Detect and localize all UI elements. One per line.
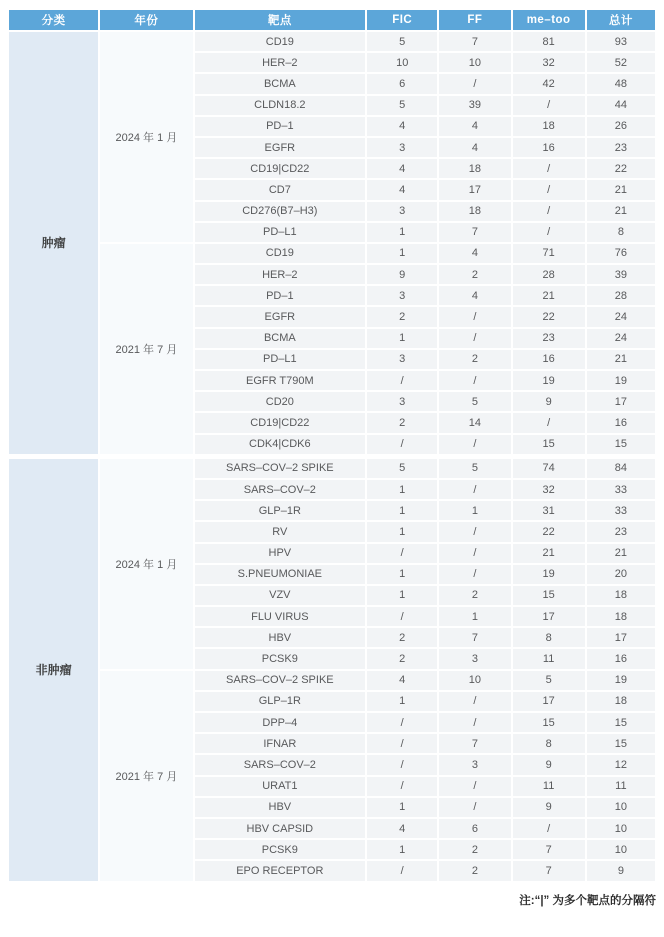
metoo-cell: 9	[513, 798, 585, 817]
ff-cell: 18	[439, 202, 510, 221]
target-cell: PD–L1	[195, 223, 366, 242]
total-cell: 76	[587, 244, 655, 263]
ff-cell: 3	[439, 755, 510, 774]
metoo-cell: 9	[513, 755, 585, 774]
metoo-cell: /	[513, 180, 585, 199]
fic-cell: 5	[367, 96, 437, 115]
fic-cell: 1	[367, 522, 437, 541]
target-cell: SARS–COV–2 SPIKE	[195, 459, 366, 478]
col-header-fic: FIC	[367, 10, 437, 30]
col-header-total: 总计	[587, 10, 655, 30]
table-body	[9, 32, 655, 881]
fic-cell: 3	[367, 138, 437, 157]
target-cell: S.PNEUMONIAE	[195, 565, 366, 584]
col-header-target: 靶点	[195, 10, 366, 30]
target-cell: HER–2	[195, 53, 366, 72]
total-cell: 10	[587, 798, 655, 817]
fic-cell: 1	[367, 586, 437, 605]
total-cell: 21	[587, 350, 655, 369]
total-cell: 33	[587, 480, 655, 499]
ff-cell: 4	[439, 117, 510, 136]
fic-cell: 2	[367, 307, 437, 326]
table-row	[9, 459, 655, 478]
fic-cell: /	[367, 755, 437, 774]
target-cell: BCMA	[195, 329, 366, 348]
table-header	[9, 10, 655, 30]
total-cell: 22	[587, 159, 655, 178]
target-cell: BCMA	[195, 74, 366, 93]
metoo-cell: 32	[513, 480, 585, 499]
total-cell: 18	[587, 586, 655, 605]
total-cell: 48	[587, 74, 655, 93]
total-cell: 18	[587, 692, 655, 711]
fic-cell: 1	[367, 223, 437, 242]
metoo-cell: 28	[513, 265, 585, 284]
target-cell: PCSK9	[195, 649, 366, 668]
metoo-cell: 15	[513, 713, 585, 732]
metoo-cell: 18	[513, 117, 585, 136]
ff-cell: 4	[439, 244, 510, 263]
total-cell: 16	[587, 649, 655, 668]
section-divider	[9, 456, 655, 457]
metoo-cell: 22	[513, 522, 585, 541]
target-cell: IFNAR	[195, 734, 366, 753]
total-cell: 24	[587, 307, 655, 326]
ff-cell: /	[439, 798, 510, 817]
target-cell: PD–1	[195, 286, 366, 305]
total-cell: 15	[587, 734, 655, 753]
ff-cell: 7	[439, 32, 510, 51]
total-cell: 15	[587, 713, 655, 732]
metoo-cell: 16	[513, 138, 585, 157]
metoo-cell: 32	[513, 53, 585, 72]
fic-cell: /	[367, 861, 437, 880]
total-cell: 23	[587, 138, 655, 157]
fic-cell: 4	[367, 180, 437, 199]
fic-cell: 1	[367, 480, 437, 499]
metoo-cell: 22	[513, 307, 585, 326]
total-cell: 15	[587, 435, 655, 454]
fic-cell: 4	[367, 117, 437, 136]
total-cell: 84	[587, 459, 655, 478]
ff-cell: /	[439, 565, 510, 584]
ff-cell: 2	[439, 350, 510, 369]
metoo-cell: 42	[513, 74, 585, 93]
target-cell: CD19|CD22	[195, 413, 366, 432]
ff-cell: 5	[439, 392, 510, 411]
target-cell: CLDN18.2	[195, 96, 366, 115]
table-row	[9, 32, 655, 51]
target-cell: EGFR T790M	[195, 371, 366, 390]
fic-cell: 5	[367, 459, 437, 478]
ff-cell: 14	[439, 413, 510, 432]
ff-cell: 4	[439, 286, 510, 305]
target-cell: CD19|CD22	[195, 159, 366, 178]
target-cell: GLP–1R	[195, 501, 366, 520]
fic-cell: /	[367, 713, 437, 732]
ff-cell: 7	[439, 734, 510, 753]
total-cell: 9	[587, 861, 655, 880]
fic-cell: /	[367, 734, 437, 753]
ff-cell: 3	[439, 649, 510, 668]
ff-cell: /	[439, 371, 510, 390]
total-cell: 11	[587, 777, 655, 796]
ff-cell: 7	[439, 223, 510, 242]
total-cell: 19	[587, 671, 655, 690]
target-cell: HPV	[195, 544, 366, 563]
fic-cell: /	[367, 544, 437, 563]
target-cell: HBV CAPSID	[195, 819, 366, 838]
ff-cell: 5	[439, 459, 510, 478]
fic-cell: 4	[367, 671, 437, 690]
ff-cell: 6	[439, 819, 510, 838]
separator-footnote: 注:“|” 为多个靶点的分隔符	[519, 894, 656, 907]
metoo-cell: 31	[513, 501, 585, 520]
fic-cell: 1	[367, 798, 437, 817]
total-cell: 52	[587, 53, 655, 72]
ff-cell: /	[439, 777, 510, 796]
ff-cell: 1	[439, 501, 510, 520]
total-cell: 19	[587, 371, 655, 390]
metoo-cell: 8	[513, 628, 585, 647]
ff-cell: /	[439, 480, 510, 499]
metoo-cell: 9	[513, 392, 585, 411]
fic-cell: 3	[367, 286, 437, 305]
ff-cell: /	[439, 544, 510, 563]
ff-cell: 7	[439, 628, 510, 647]
target-cell: RV	[195, 522, 366, 541]
fic-cell: 1	[367, 501, 437, 520]
fic-cell: 3	[367, 392, 437, 411]
fic-cell: /	[367, 371, 437, 390]
total-cell: 17	[587, 392, 655, 411]
metoo-cell: 7	[513, 840, 585, 859]
ff-cell: 2	[439, 840, 510, 859]
col-header-category: 分类	[9, 10, 98, 30]
metoo-cell: 81	[513, 32, 585, 51]
header-row	[9, 10, 655, 30]
table-row	[9, 671, 655, 690]
ff-cell: 2	[439, 265, 510, 284]
target-cell: CD276(B7–H3)	[195, 202, 366, 221]
ff-cell: 4	[439, 138, 510, 157]
metoo-cell: 15	[513, 586, 585, 605]
section-divider-cell	[9, 456, 655, 457]
fic-cell: /	[367, 777, 437, 796]
target-cell: HBV	[195, 798, 366, 817]
total-cell: 21	[587, 544, 655, 563]
target-cell: EPO RECEPTOR	[195, 861, 366, 880]
ff-cell: /	[439, 713, 510, 732]
fic-cell: 3	[367, 350, 437, 369]
total-cell: 26	[587, 117, 655, 136]
metoo-cell: 21	[513, 544, 585, 563]
target-cell: EGFR	[195, 307, 366, 326]
metoo-cell: 71	[513, 244, 585, 263]
ff-cell: 2	[439, 861, 510, 880]
fic-cell: 3	[367, 202, 437, 221]
target-cell: PD–1	[195, 117, 366, 136]
category-cell: 非肿瘤	[9, 459, 98, 881]
target-cell: CD7	[195, 180, 366, 199]
fic-cell: 2	[367, 628, 437, 647]
fic-cell: 1	[367, 565, 437, 584]
fic-cell: 1	[367, 692, 437, 711]
category-cell: 肿瘤	[9, 32, 98, 454]
metoo-cell: 17	[513, 692, 585, 711]
total-cell: 23	[587, 522, 655, 541]
target-cell: HER–2	[195, 265, 366, 284]
year-cell: 2021 年 7 月	[100, 671, 192, 881]
target-cell: CD20	[195, 392, 366, 411]
year-cell: 2024 年 1 月	[100, 32, 192, 242]
fic-cell: 6	[367, 74, 437, 93]
fic-cell: 5	[367, 32, 437, 51]
ff-cell: /	[439, 307, 510, 326]
metoo-cell: 7	[513, 861, 585, 880]
target-cell: GLP–1R	[195, 692, 366, 711]
metoo-cell: /	[513, 96, 585, 115]
total-cell: 10	[587, 840, 655, 859]
metoo-cell: /	[513, 413, 585, 432]
metoo-cell: 19	[513, 565, 585, 584]
ff-cell: /	[439, 692, 510, 711]
target-cell: FLU VIRUS	[195, 607, 366, 626]
year-cell: 2024 年 1 月	[100, 459, 192, 669]
ff-cell: /	[439, 329, 510, 348]
target-cell: SARS–COV–2	[195, 480, 366, 499]
total-cell: 44	[587, 96, 655, 115]
target-cell: HBV	[195, 628, 366, 647]
target-cell: DPP–4	[195, 713, 366, 732]
target-cell: URAT1	[195, 777, 366, 796]
year-cell: 2021 年 7 月	[100, 244, 192, 454]
fic-cell: 1	[367, 840, 437, 859]
fic-cell: 1	[367, 244, 437, 263]
total-cell: 93	[587, 32, 655, 51]
fic-cell: /	[367, 435, 437, 454]
target-cell: CD19	[195, 244, 366, 263]
ff-cell: /	[439, 74, 510, 93]
ff-cell: 18	[439, 159, 510, 178]
fic-cell: 9	[367, 265, 437, 284]
total-cell: 8	[587, 223, 655, 242]
total-cell: 21	[587, 180, 655, 199]
total-cell: 28	[587, 286, 655, 305]
fic-cell: 4	[367, 159, 437, 178]
metoo-cell: 74	[513, 459, 585, 478]
total-cell: 10	[587, 819, 655, 838]
total-cell: 33	[587, 501, 655, 520]
metoo-cell: 17	[513, 607, 585, 626]
metoo-cell: /	[513, 223, 585, 242]
metoo-cell: 8	[513, 734, 585, 753]
fic-cell: 1	[367, 329, 437, 348]
ff-cell: /	[439, 522, 510, 541]
metoo-cell: 15	[513, 435, 585, 454]
metoo-cell: 19	[513, 371, 585, 390]
target-cell: CDK4|CDK6	[195, 435, 366, 454]
metoo-cell: 21	[513, 286, 585, 305]
fic-cell: /	[367, 607, 437, 626]
fic-cell: 2	[367, 413, 437, 432]
total-cell: 18	[587, 607, 655, 626]
fic-cell: 10	[367, 53, 437, 72]
total-cell: 21	[587, 202, 655, 221]
col-header-ff: FF	[439, 10, 510, 30]
target-cell: CD19	[195, 32, 366, 51]
metoo-cell: 11	[513, 777, 585, 796]
metoo-cell: /	[513, 202, 585, 221]
target-count-table	[7, 8, 657, 883]
ff-cell: 2	[439, 586, 510, 605]
target-cell: PCSK9	[195, 840, 366, 859]
col-header-metoo: me–too	[513, 10, 585, 30]
fic-cell: 4	[367, 819, 437, 838]
ff-cell: 39	[439, 96, 510, 115]
ff-cell: 1	[439, 607, 510, 626]
metoo-cell: /	[513, 159, 585, 178]
target-cell: SARS–COV–2 SPIKE	[195, 671, 366, 690]
fic-cell: 2	[367, 649, 437, 668]
metoo-cell: 11	[513, 649, 585, 668]
target-cell: VZV	[195, 586, 366, 605]
metoo-cell: /	[513, 819, 585, 838]
ff-cell: 10	[439, 671, 510, 690]
total-cell: 16	[587, 413, 655, 432]
total-cell: 24	[587, 329, 655, 348]
metoo-cell: 5	[513, 671, 585, 690]
total-cell: 20	[587, 565, 655, 584]
metoo-cell: 16	[513, 350, 585, 369]
table-row	[9, 244, 655, 263]
col-header-year: 年份	[100, 10, 192, 30]
target-cell: SARS–COV–2	[195, 755, 366, 774]
target-cell: EGFR	[195, 138, 366, 157]
ff-cell: /	[439, 435, 510, 454]
ff-cell: 17	[439, 180, 510, 199]
total-cell: 17	[587, 628, 655, 647]
target-cell: PD–L1	[195, 350, 366, 369]
ff-cell: 10	[439, 53, 510, 72]
metoo-cell: 23	[513, 329, 585, 348]
total-cell: 12	[587, 755, 655, 774]
total-cell: 39	[587, 265, 655, 284]
